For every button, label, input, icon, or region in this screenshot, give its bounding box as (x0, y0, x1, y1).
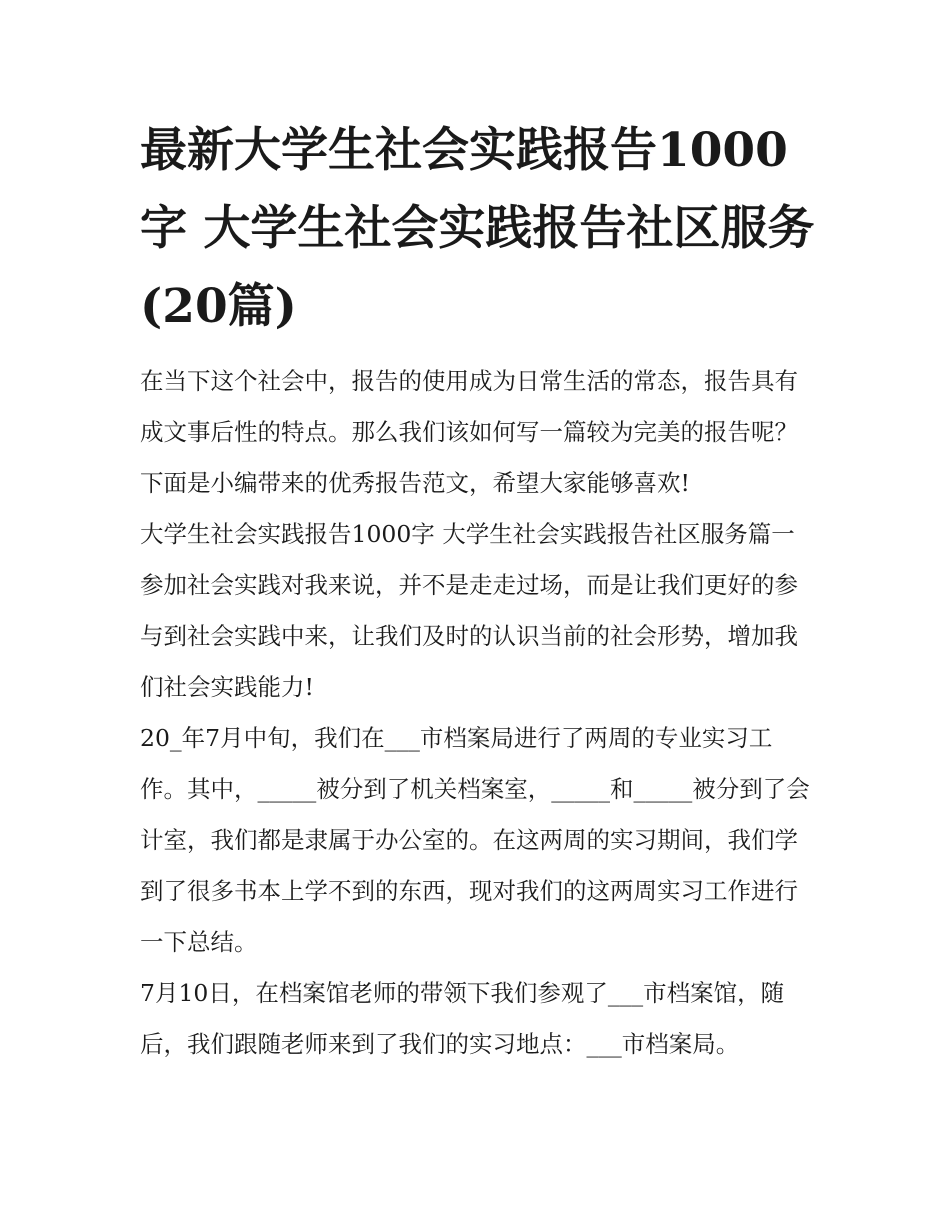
paragraph: 7月10日，在档案馆老师的带领下我们参观了___市档案馆，随后，我们跟随老师来到了我们的实习地点：___市档案局。 (140, 979, 785, 1058)
paragraph-intro: 在当下这个社会中，报告的使用成为日常生活的常态，报告具有成文事后性的特点。那么我们该如何写一篇较为完美的报告呢？下面是小编带来的优秀报告范文，希望大家能够喜欢! (140, 367, 798, 497)
document-title: 最新大学生社会实践报告1000字 大学生社会实践报告社区服务(20篇) (140, 123, 815, 334)
paragraph: 20_年7月中旬，我们在___市档案局进行了两周的专业实习工作。其中，_____被分到了机关档案室，_____和_____被分到了会计室，我们都是隶属于办公室的。在这两周的实习期间，我们学到了很多书本上学不到的东西，现对我们的这两周实习工作进行一下总结。 (140, 724, 810, 956)
document-page (140, 112, 815, 1070)
paragraph: 参加社会实践对我来说，并不是走走过场，而是让我们更好的参与到社会实践中来，让我们及时的认识当前的社会形势，增加我们社会实践能力! (140, 571, 798, 701)
section-heading: 大学生社会实践报告1000字 大学生社会实践报告社区服务篇一 (140, 520, 795, 548)
